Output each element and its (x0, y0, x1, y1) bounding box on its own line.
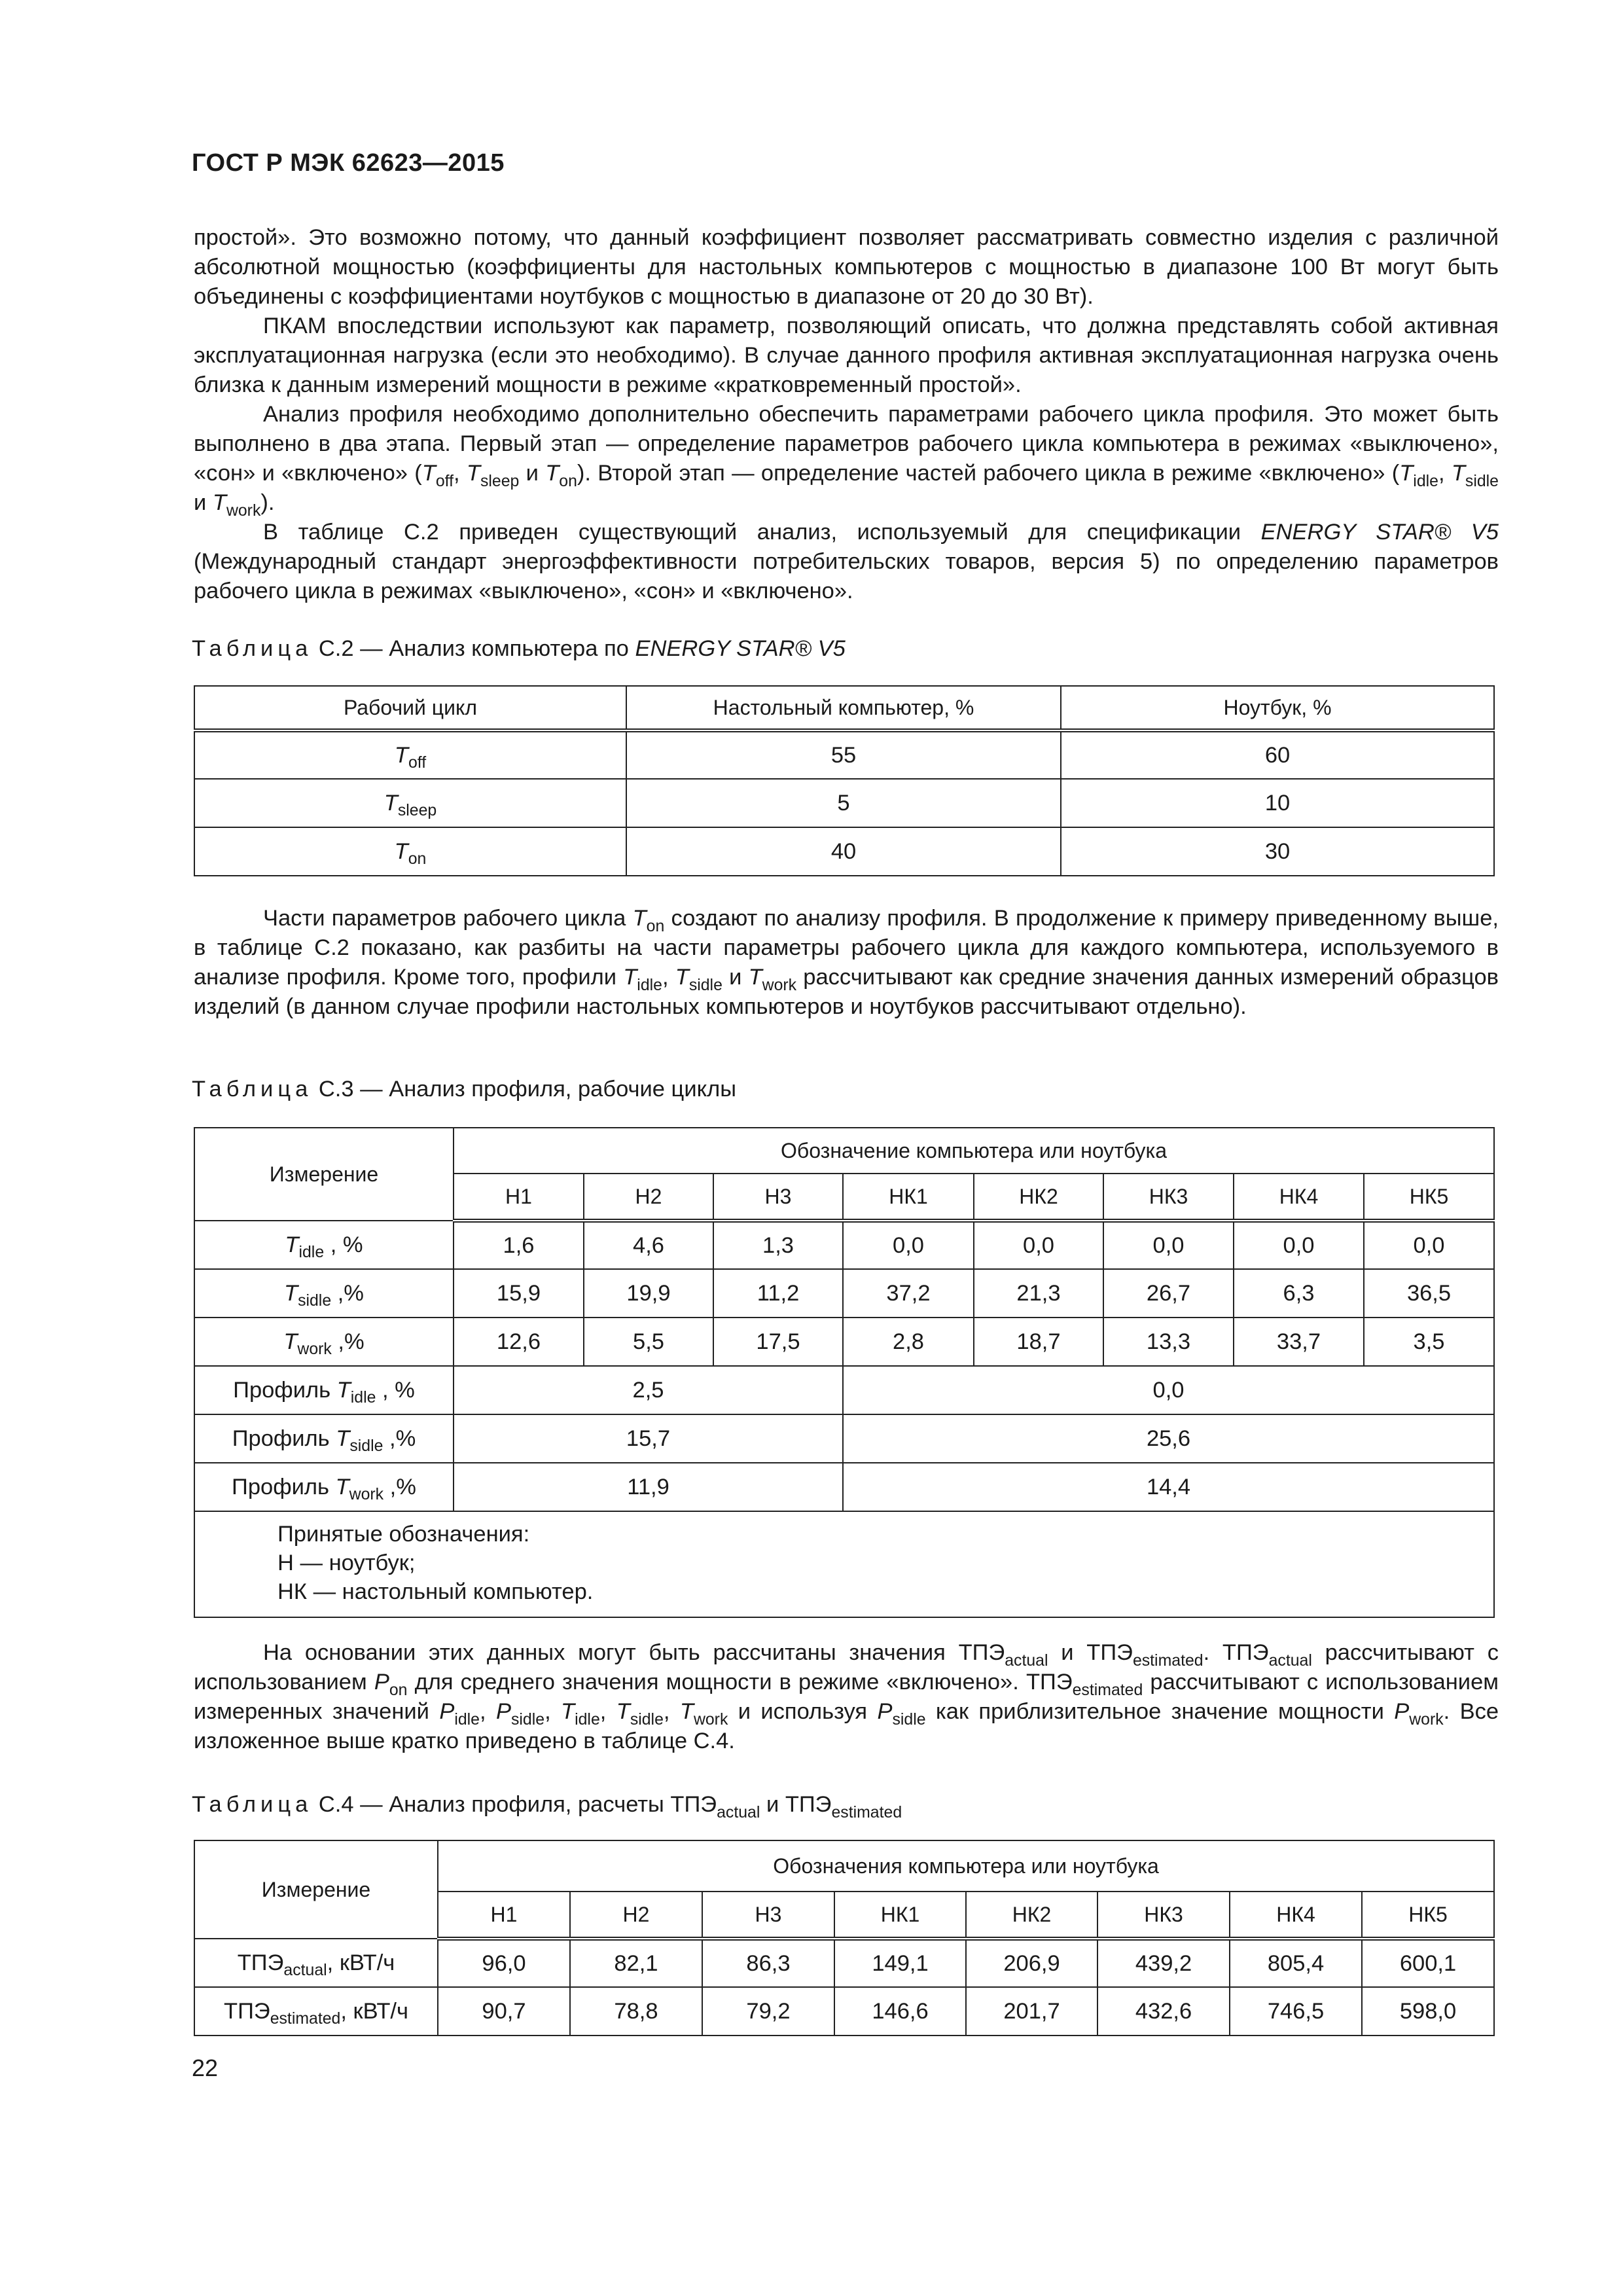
table-notes (194, 1511, 1494, 1617)
paragraph-5: Части параметров рабочего цикла $T_{on}$ создают по анализу профиля. В продолжение к примеру приведенному выше, в таблице С.2 показано, как разбиты на части параметры рабочего цикла для каждого компьютера, используемого в анализе профиля. Кроме того, профили $T_{idle}$, $T_{sidle}$ и $T_{work}$ рассчитывают как средние значения данных измерений образцов изделий (в данном случае профили настольных компьютеров и ноутбуков рассчитывают отдельно). (194, 906, 1499, 1019)
cycle-cell: $T_{on}$ (194, 827, 626, 876)
value-cell: 0,0 (1103, 1221, 1234, 1269)
profile-row (194, 1414, 1494, 1463)
bottom-text (194, 1638, 1499, 1756)
measurement-cell: $ТПЭ_{actual}$, кВТ/ч (194, 1939, 438, 1987)
measurement-cell: $T_{work}$ ,% (194, 1318, 454, 1366)
document-header: ГОСТ Р МЭК 62623—2015 (192, 149, 505, 177)
code-cell: НК3 (1097, 1892, 1230, 1939)
table-row (194, 1269, 1494, 1318)
laptop-value: 60 (1061, 730, 1494, 779)
table-row (194, 1318, 1494, 1366)
value-cell: 90,7 (438, 1987, 570, 2036)
note-line: Принятые обозначения: (277, 1522, 530, 1547)
table-row (194, 779, 1494, 827)
laptop-profile-value: 15,7 (454, 1414, 843, 1463)
value-cell: 86,3 (702, 1939, 834, 1987)
value-cell: 12,6 (454, 1318, 584, 1366)
value-cell: 0,0 (1234, 1221, 1364, 1269)
profile-row (194, 1366, 1494, 1414)
profile-label: Профиль $T_{sidle}$ ,% (194, 1414, 454, 1463)
value-cell: 1,6 (454, 1221, 584, 1269)
table-row (194, 1987, 1494, 2036)
measurement-cell: $ТПЭ_{estimated}$, кВТ/ч (194, 1987, 438, 2036)
value-cell: 1,3 (713, 1221, 843, 1269)
table-c2 (194, 685, 1495, 876)
code-cell: НК2 (974, 1174, 1103, 1221)
header-cell: Ноутбук, % (1061, 686, 1494, 730)
value-cell: 19,9 (584, 1269, 713, 1318)
intro-text (194, 223, 1499, 606)
value-cell: 0,0 (974, 1221, 1103, 1269)
page-number: 22 (192, 2054, 219, 2081)
measurement-cell: $T_{sidle}$ ,% (194, 1269, 454, 1318)
code-cell: НК2 (966, 1892, 1097, 1939)
code-cell: Н1 (454, 1174, 584, 1221)
value-cell: 0,0 (1364, 1221, 1494, 1269)
paragraph-2: ПКАМ впоследствии используют как параметр, позволяющий описать, что должна представлять собой активная эксплуатационная нагрузка (если это необходимо). В случае данного профиля активная эксплуатационная нагрузка очень близка к данным измерений мощности в режиме «кратковременный простой». (194, 314, 1499, 397)
value-cell: 206,9 (966, 1939, 1097, 1987)
value-cell: 146,6 (834, 1987, 966, 2036)
profile-row (194, 1463, 1494, 1511)
value-cell: 746,5 (1230, 1987, 1362, 2036)
desktop-value: 5 (626, 779, 1061, 827)
desktop-profile-value: 0,0 (843, 1366, 1494, 1414)
value-cell: 3,5 (1364, 1318, 1494, 1366)
laptop-value: 10 (1061, 779, 1494, 827)
value-cell: 17,5 (713, 1318, 843, 1366)
note-line: Н — ноутбук; (277, 1551, 416, 1575)
paragraph-1: простой». Это возможно потому, что данный коэффициент позволяет рассматривать совместно изделия с различной абсолютной мощностью (коэффициенты для настольных компьютеров с мощностью в диапазоне 100 Вт могут быть объединены с коэффициентами ноутбуков с мощностью в диапазоне от 20 до 30 Вт). (194, 225, 1499, 309)
cycle-cell: $T_{sleep}$ (194, 779, 626, 827)
table-header-row (194, 1128, 1494, 1174)
value-cell: 37,2 (843, 1269, 974, 1318)
value-cell: 15,9 (454, 1269, 584, 1318)
header-cell: Рабочий цикл (194, 686, 626, 730)
laptop-value: 30 (1061, 827, 1494, 876)
laptop-profile-value: 11,9 (454, 1463, 843, 1511)
code-cell: Н2 (570, 1892, 702, 1939)
code-cell: Н1 (438, 1892, 570, 1939)
table-row (194, 730, 1494, 779)
table-row (194, 827, 1494, 876)
value-cell: 439,2 (1097, 1939, 1230, 1987)
value-cell: 201,7 (966, 1987, 1097, 2036)
value-cell: 600,1 (1362, 1939, 1494, 1987)
code-cell: Н2 (584, 1174, 713, 1221)
table-header-row (194, 686, 1494, 730)
cycle-cell: $T_{off}$ (194, 730, 626, 779)
table-row (194, 1221, 1494, 1269)
paragraph-6: На основании этих данных могут быть рассчитаны значения $ТПЭ_{actual}$ и $ТПЭ_{estimated}$. $ТПЭ_{actual}$ рассчитывают с использованием $P_{on}$ для среднего значения мощности в режиме «включено». $ТПЭ_{estimated}$ рассчитывают с использованием измеренных значений $P_{idle}$, $P_{sidle}$, $T_{idle}$, $T_{sidle}$, $T_{work}$ и используя $P_{sidle}$ как приблизительное значение мощности $P_{work}$. Все изложенное выше кратко приведено в таблице С.4. (194, 1640, 1499, 1753)
code-cell: НК5 (1364, 1174, 1494, 1221)
group-header: Обозначение компьютера или ноутбука (454, 1128, 1494, 1174)
table-c3-caption: Таблица С.3 — Анализ профиля, рабочие циклы (192, 1077, 736, 1102)
code-cell: НК4 (1230, 1892, 1362, 1939)
desktop-value: 40 (626, 827, 1061, 876)
table-c2-caption: Таблица С.2 — Анализ компьютера по ENERGY STAR® V5 (192, 636, 846, 661)
value-cell: 13,3 (1103, 1318, 1234, 1366)
desktop-value: 55 (626, 730, 1061, 779)
measurement-header: Измерение (194, 1840, 438, 1939)
profile-label: Профиль $T_{idle}$ , % (194, 1366, 454, 1414)
paragraph-4: В таблице С.2 приведен существующий анализ, используемый для спецификации ENERGY STAR® V5 (Международный стандарт энергоэффективности потребительских товаров, версия 5) по определению параметров рабочего цикла в режимах «выключено», «сон» и «включено». (194, 520, 1499, 603)
desktop-profile-value: 25,6 (843, 1414, 1494, 1463)
table-c3 (194, 1127, 1495, 1618)
value-cell: 26,7 (1103, 1269, 1234, 1318)
value-cell: 18,7 (974, 1318, 1103, 1366)
code-cell: НК4 (1234, 1174, 1364, 1221)
table-header-row (194, 1840, 1494, 1892)
note-line: НК — настольный компьютер. (277, 1579, 594, 1604)
value-cell: 11,2 (713, 1269, 843, 1318)
table-row (194, 1939, 1494, 1987)
value-cell: 4,6 (584, 1221, 713, 1269)
middle-text (194, 904, 1499, 1022)
code-cell: НК5 (1362, 1892, 1494, 1939)
laptop-profile-value: 2,5 (454, 1366, 843, 1414)
code-cell: НК3 (1103, 1174, 1234, 1221)
value-cell: 6,3 (1234, 1269, 1364, 1318)
measurement-header: Измерение (194, 1128, 454, 1221)
notes-row (194, 1511, 1494, 1617)
value-cell: 5,5 (584, 1318, 713, 1366)
group-header: Обозначения компьютера или ноутбука (438, 1840, 1494, 1892)
measurement-cell: $T_{idle}$ , % (194, 1221, 454, 1269)
value-cell: 598,0 (1362, 1987, 1494, 2036)
desktop-profile-value: 14,4 (843, 1463, 1494, 1511)
table-c4-caption: Таблица С.4 — Анализ профиля, расчеты $ТПЭ_{actual}$ и $ТПЭ_{estimated}$ (192, 1792, 902, 1821)
value-cell: 432,6 (1097, 1987, 1230, 2036)
value-cell: 36,5 (1364, 1269, 1494, 1318)
paragraph-3: Анализ профиля необходимо дополнительно обеспечить параметрами рабочего цикла профиля. Это может быть выполнено в два этапа. Первый этап — определение параметров рабочего цикла компьютера в режимах «выключено», «сон» и «включено» ($T_{off}$, $T_{sleep}$ и $T_{on}$). Второй этап — определение частей рабочего цикла в режиме «включено» ($T_{idle}$, $T_{sidle}$ и $T_{work}$). (194, 402, 1499, 520)
header-cell: Настольный компьютер, % (626, 686, 1061, 730)
table-c4 (194, 1840, 1495, 2036)
value-cell: 79,2 (702, 1987, 834, 2036)
value-cell: 33,7 (1234, 1318, 1364, 1366)
value-cell: 0,0 (843, 1221, 974, 1269)
code-cell: НК1 (834, 1892, 966, 1939)
profile-label: Профиль $T_{work}$ ,% (194, 1463, 454, 1511)
value-cell: 21,3 (974, 1269, 1103, 1318)
code-cell: НК1 (843, 1174, 974, 1221)
code-cell: Н3 (702, 1892, 834, 1939)
value-cell: 149,1 (834, 1939, 966, 1987)
value-cell: 96,0 (438, 1939, 570, 1987)
value-cell: 805,4 (1230, 1939, 1362, 1987)
value-cell: 2,8 (843, 1318, 974, 1366)
code-cell: Н3 (713, 1174, 843, 1221)
value-cell: 82,1 (570, 1939, 702, 1987)
value-cell: 78,8 (570, 1987, 702, 2036)
